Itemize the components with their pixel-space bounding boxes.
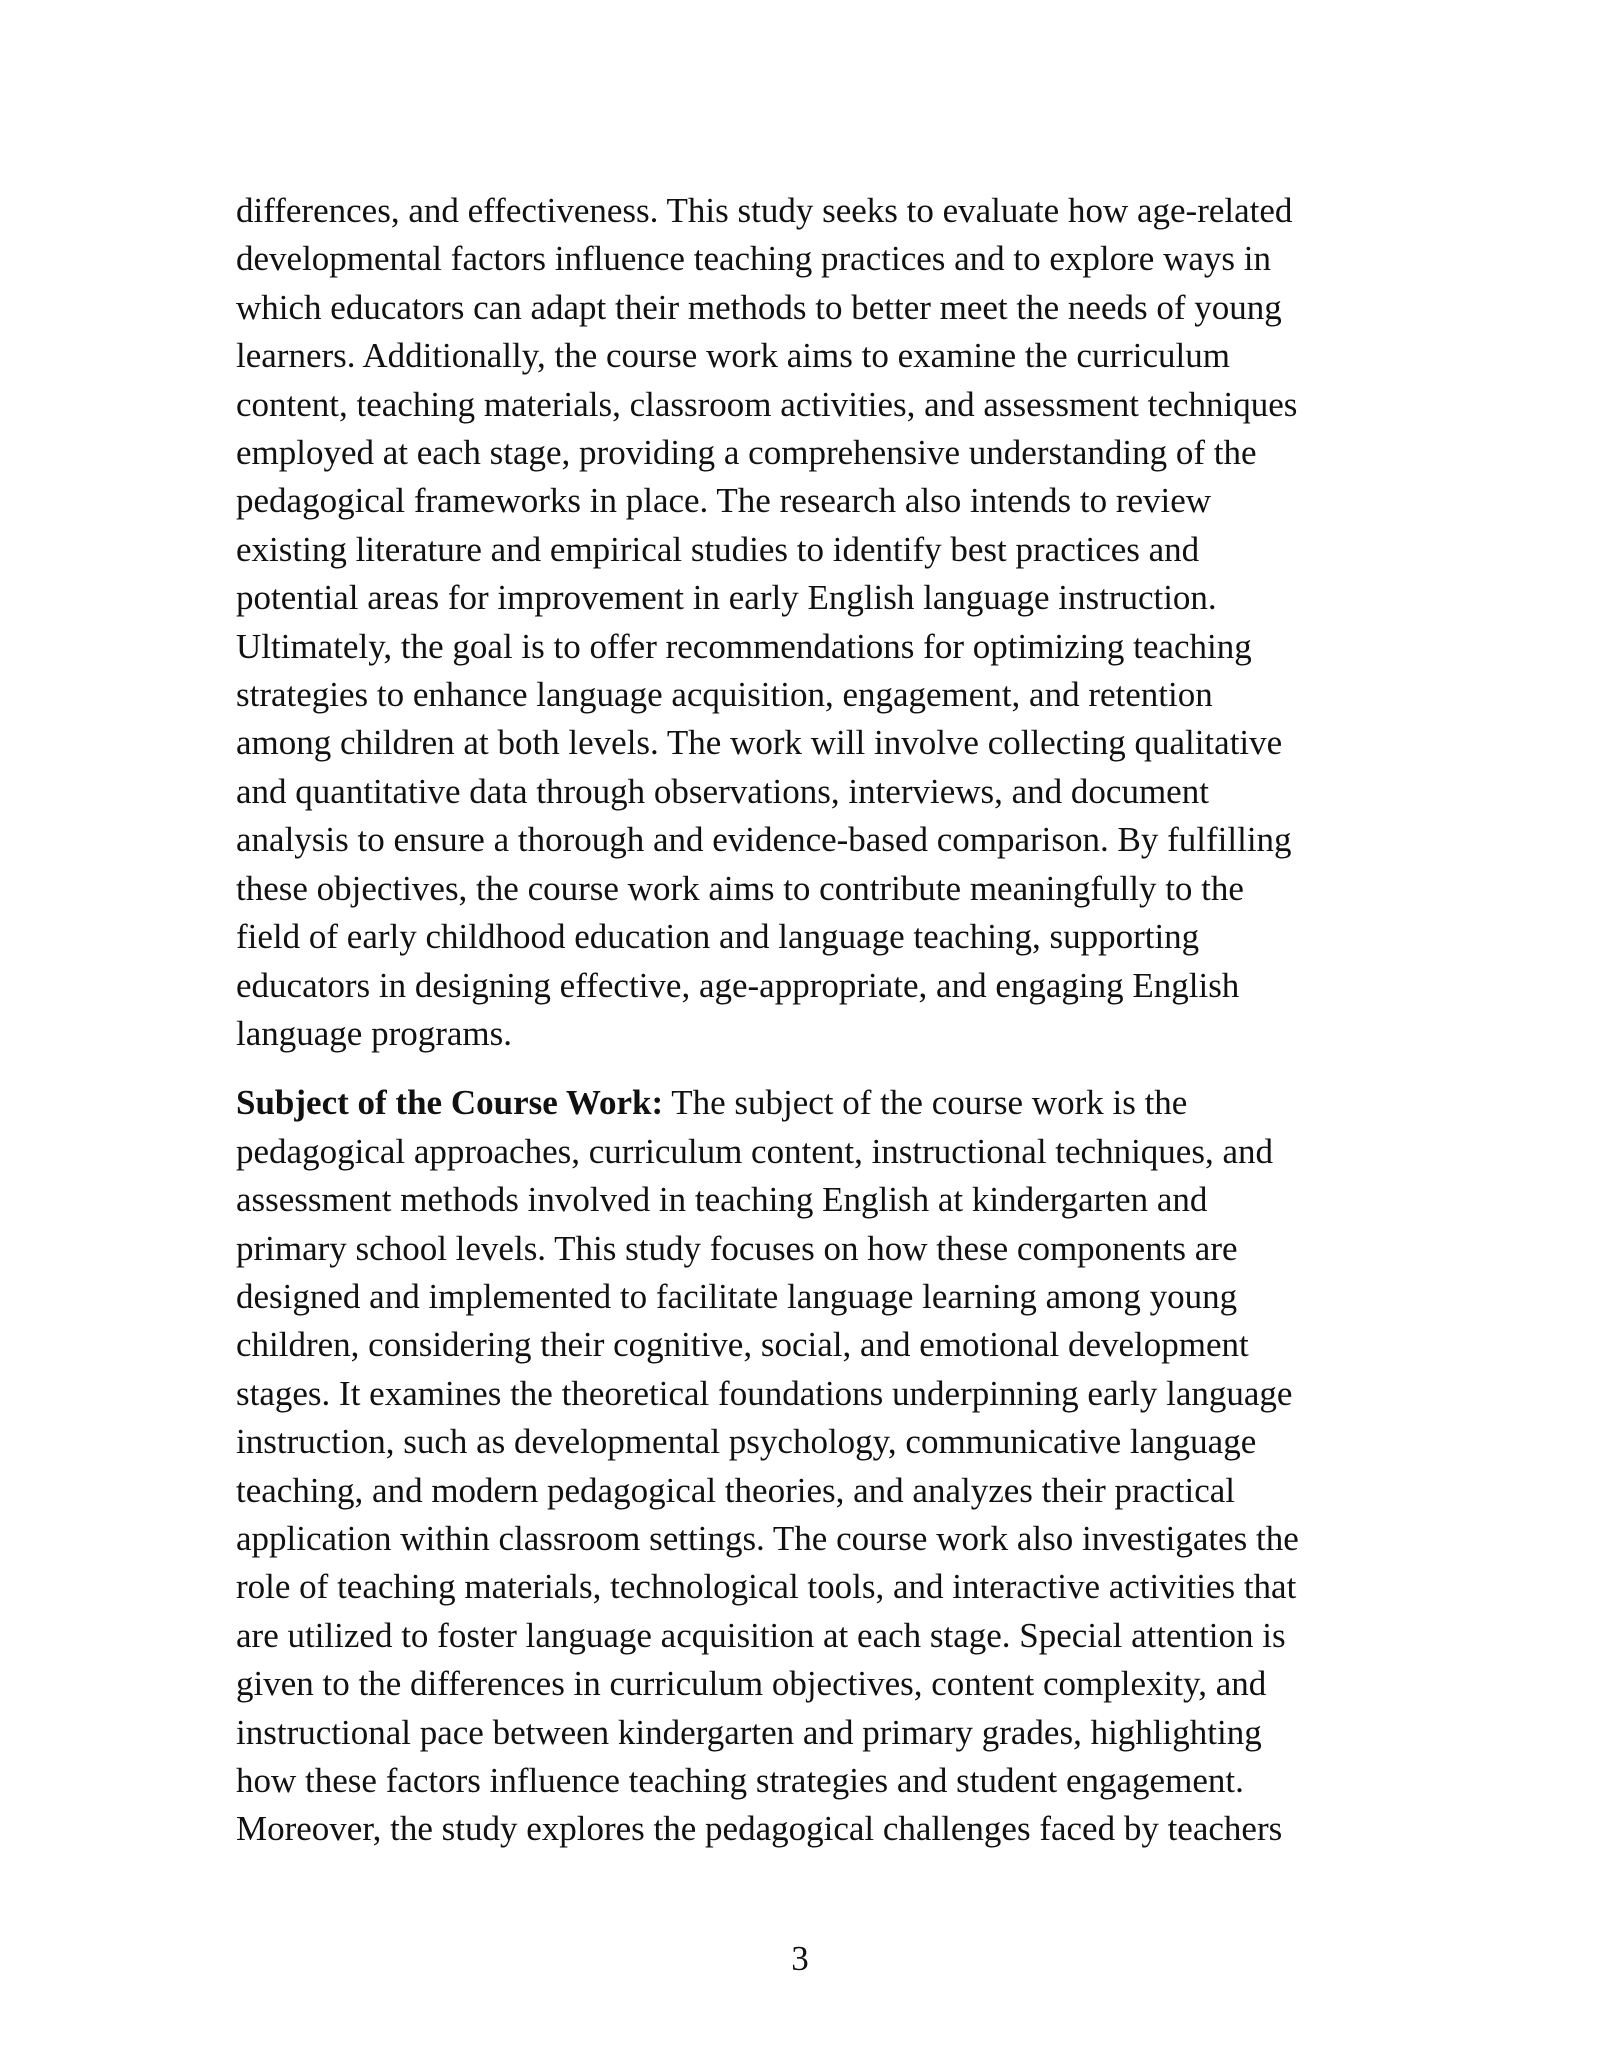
text-line: and quantitative data through observations, interviews, and document: [236, 771, 1209, 811]
text-line: employed at each stage, providing a comprehensive understanding of the: [236, 433, 1257, 473]
text-line: educators in designing effective, age-appropriate, and engaging English: [236, 965, 1240, 1005]
text-line: Moreover, the study explores the pedagogical challenges faced by teachers: [236, 1809, 1283, 1849]
text-line: assessment methods involved in teaching English at kindergarten and: [236, 1180, 1208, 1220]
text-line: teaching, and modern pedagogical theories, and analyzes their practical: [236, 1470, 1236, 1510]
paragraph-objectives: [236, 187, 1366, 1058]
subject-intro-text: The subject of the course work is the: [663, 1083, 1188, 1123]
text-line: Ultimately, the goal is to offer recommendations for optimizing teaching: [236, 626, 1252, 666]
page-number: 3: [791, 1939, 809, 1978]
text-line: strategies to enhance language acquisition, engagement, and retention: [236, 675, 1213, 715]
text-line: existing literature and empirical studies to identify best practices and: [236, 529, 1200, 569]
text-line: instructional pace between kindergarten and primary grades, highlighting: [236, 1712, 1262, 1752]
text-line: field of early childhood education and language teaching, supporting: [236, 917, 1200, 957]
text-line: potential areas for improvement in early English language instruction.: [236, 578, 1217, 618]
body-text: [236, 187, 1366, 1854]
text-line: primary school levels. This study focuses on how these components are: [236, 1228, 1238, 1268]
text-line: developmental factors influence teaching practices and to explore ways in: [236, 239, 1271, 279]
text-line: pedagogical approaches, curriculum content, instructional techniques, and: [236, 1131, 1273, 1171]
text-line: these objectives, the course work aims to contribute meaningfully to the: [236, 868, 1244, 908]
text-line: role of teaching materials, technological tools, and interactive activities that: [236, 1567, 1297, 1607]
text-line: designed and implemented to facilitate language learning among young: [236, 1276, 1238, 1316]
text-line: are utilized to foster language acquisition at each stage. Special attention is: [236, 1615, 1286, 1655]
text-line: analysis to ensure a thorough and evidence-based comparison. By fulfilling: [236, 820, 1292, 860]
text-line: how these factors influence teaching strategies and student engagement.: [236, 1761, 1244, 1800]
text-line: differences, and effectiveness. This study seeks to evaluate how age-related: [236, 191, 1293, 230]
text-line: pedagogical frameworks in place. The research also intends to review: [236, 481, 1212, 521]
text-line: learners. Additionally, the course work aims to examine the curriculum: [236, 336, 1230, 376]
text-line: stages. It examines the theoretical foundations underpinning early language: [236, 1373, 1293, 1413]
text-line: given to the differences in curriculum objectives, content complexity, and: [236, 1664, 1267, 1704]
text-line: application within classroom settings. The course work also investigates the: [236, 1518, 1299, 1558]
text-line: which educators can adapt their methods to better meet the needs of young: [236, 287, 1282, 327]
paragraph-subject: [236, 1079, 1366, 1854]
text-line: language programs.: [236, 1013, 513, 1053]
paragraph-spacer: [236, 1058, 1366, 1079]
text-line: content, teaching materials, classroom activities, and assessment techniques: [236, 384, 1298, 424]
subject-heading: Subject of the Course Work:: [236, 1083, 664, 1123]
text-line: children, considering their cognitive, social, and emotional development: [236, 1325, 1249, 1365]
text-line: instruction, such as developmental psychology, communicative language: [236, 1422, 1257, 1462]
text-line: [236, 1079, 1366, 1127]
text-line: among children at both levels. The work will involve collecting qualitative: [236, 723, 1283, 763]
